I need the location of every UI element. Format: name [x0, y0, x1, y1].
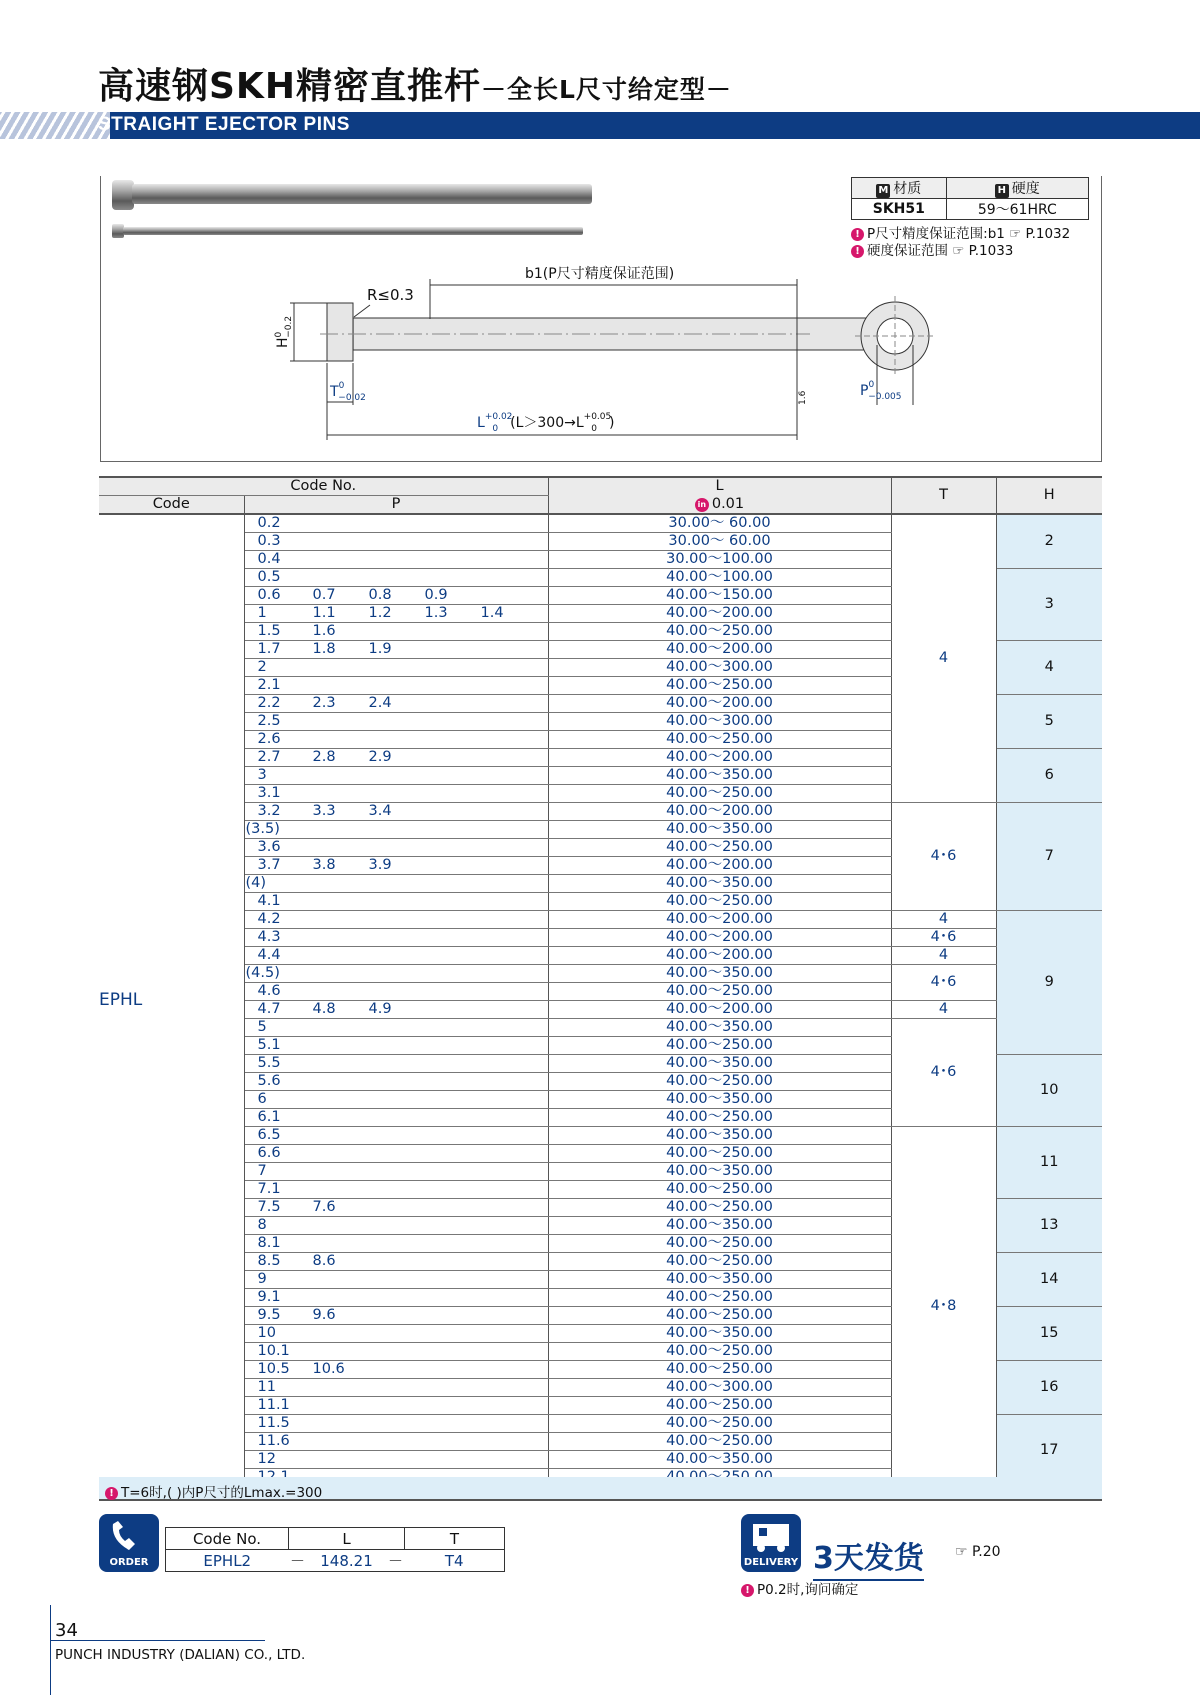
page-number: 34 [55, 1620, 78, 1641]
p-value: 11.6 [257, 1433, 290, 1449]
p-cell [244, 1433, 548, 1451]
table-row [99, 803, 1102, 821]
l-range: 40.00～200.00 [548, 911, 891, 929]
delivery-label: DELIVERY [743, 1557, 799, 1568]
h-value: 11 [996, 1127, 1102, 1199]
p-value: 2.6 [257, 731, 281, 747]
l-range: 40.00～250.00 [548, 1289, 891, 1307]
p-cell [244, 1055, 548, 1073]
p-value: 10.6 [312, 1361, 345, 1377]
l-range: 40.00～350.00 [548, 1217, 891, 1235]
pin-large-shaft [132, 184, 592, 204]
p-label: $P^0 -0.005$ [860, 380, 902, 402]
table-row [99, 965, 1102, 983]
p-cell [244, 1361, 548, 1379]
l-range: 40.00～250.00 [548, 839, 891, 857]
l-range: 40.00～250.00 [548, 1415, 891, 1433]
p-value: 1 [257, 605, 267, 621]
l-range: 40.00～350.00 [548, 1055, 891, 1073]
l-label: $L^{+0.02}$ 0 ($L>300\to L^{+0.05}$ 0 ) [477, 412, 615, 434]
p-value: 2.1 [257, 677, 281, 693]
p-value: 3.1 [257, 785, 281, 801]
p-cell [244, 983, 548, 1001]
p-value: (4) [245, 875, 267, 891]
p-cell [244, 1307, 548, 1325]
l-range: 40.00～350.00 [548, 1127, 891, 1145]
h-value: 10 [996, 1055, 1102, 1127]
warning-icon: ! [741, 1584, 754, 1597]
table-row [99, 911, 1102, 929]
p-value: 6.6 [257, 1145, 281, 1161]
l-range: 30.00～ 60.00 [548, 514, 891, 533]
p-cell [244, 965, 548, 983]
p-value: 5.1 [257, 1037, 281, 1053]
l-range: 40.00～250.00 [548, 983, 891, 1001]
p-value: 0.5 [257, 569, 281, 585]
p-value: 10 [257, 1325, 276, 1341]
l-range: 40.00～250.00 [548, 1145, 891, 1163]
p-cell [244, 749, 548, 767]
p-value: (3.5) [245, 821, 280, 837]
p-value: 4.9 [368, 1001, 392, 1017]
p-value: 5 [257, 1019, 267, 1035]
p-value: 1.8 [312, 641, 336, 657]
p-cell [244, 1109, 548, 1127]
t-header: T [891, 477, 996, 514]
p-value: 8.1 [257, 1235, 281, 1251]
l-range: 40.00～350.00 [548, 965, 891, 983]
material-table [851, 177, 1089, 220]
order-t-value: T4 [444, 1551, 464, 1570]
p-cell [244, 641, 548, 659]
h-header: H [996, 477, 1102, 514]
p-cell [244, 587, 548, 605]
p-value: 2.7 [257, 749, 281, 765]
roughness-mark: 1.6 [798, 390, 808, 405]
p-value: 11 [257, 1379, 276, 1395]
p-cell [244, 1199, 548, 1217]
l-range: 40.00～250.00 [548, 1181, 891, 1199]
p-cell [244, 1253, 548, 1271]
l-range: 40.00～250.00 [548, 677, 891, 695]
p-cell [244, 1145, 548, 1163]
l-range: 40.00～200.00 [548, 1001, 891, 1019]
p-value: 1.5 [257, 623, 281, 639]
footnote: ! T=6时,( )内P尺寸的Lmax.=300 [99, 1477, 1102, 1501]
truck-icon [749, 1520, 793, 1554]
p-cell [244, 911, 548, 929]
p-value: 0.2 [257, 515, 281, 531]
radius-label: R≤0.3 [367, 286, 414, 304]
order-t-header: T [405, 1528, 505, 1550]
p-cell [244, 533, 548, 551]
p-cell [244, 731, 548, 749]
p-value: 11.5 [257, 1415, 290, 1431]
code-cell: EPHL [99, 514, 244, 1487]
l-range: 40.00～200.00 [548, 947, 891, 965]
p-value: 10.1 [257, 1343, 290, 1359]
t-value: 4 [891, 911, 996, 929]
t-value: 4･6 [891, 965, 996, 1001]
delivery-note: ! P0.2时,询问确定 [741, 1578, 858, 1598]
p-value: 0.6 [257, 587, 281, 603]
l-range: 40.00～200.00 [548, 641, 891, 659]
l-range: 40.00～350.00 [548, 1091, 891, 1109]
note-hardness: ! 硬度保证范围 ☞ P.1033 [851, 239, 1013, 259]
p-value: 4.8 [312, 1001, 336, 1017]
p-value: 2.4 [368, 695, 392, 711]
footer-line [50, 1640, 265, 1641]
l-range: 40.00～250.00 [548, 1073, 891, 1091]
p-value: 2.8 [312, 749, 336, 765]
l-range: 40.00～350.00 [548, 875, 891, 893]
l-range: 40.00～100.00 [548, 569, 891, 587]
l-range: 40.00～250.00 [548, 893, 891, 911]
warning-icon: ! [105, 1487, 118, 1500]
p-value: 1.7 [257, 641, 281, 657]
delivery-ref: ☞ P.20 [955, 1544, 1001, 1560]
p-value: 4.4 [257, 947, 281, 963]
l-range: 40.00～150.00 [548, 587, 891, 605]
p-value: 11.1 [257, 1397, 290, 1413]
p-value: 4.2 [257, 911, 281, 927]
p-cell [244, 1379, 548, 1397]
pin-small-shaft [123, 227, 583, 235]
warning-icon: ! [851, 228, 864, 241]
p-value: 2.5 [257, 713, 281, 729]
table-row [99, 1127, 1102, 1145]
p-value: 2.3 [312, 695, 336, 711]
spec-table [99, 476, 1102, 1487]
p-cell [244, 1127, 548, 1145]
table-row [99, 1019, 1102, 1037]
p-cell [244, 1019, 548, 1037]
hardness-value: 59～61HRC [946, 199, 1088, 220]
company-name: PUNCH INDUSTRY (DALIAN) CO., LTD. [55, 1647, 306, 1663]
h-value: 14 [996, 1253, 1102, 1307]
p-cell [244, 1001, 548, 1019]
p-cell [244, 929, 548, 947]
h-value: 7 [996, 803, 1102, 911]
l-range: 40.00～350.00 [548, 1271, 891, 1289]
p-cell [244, 623, 548, 641]
p-cell [244, 1073, 548, 1091]
l-range: 40.00～350.00 [548, 821, 891, 839]
footer-rule [50, 1605, 51, 1695]
l-range: 40.00～200.00 [548, 857, 891, 875]
l-range: 40.00～250.00 [548, 785, 891, 803]
l-range: 40.00～200.00 [548, 929, 891, 947]
p-value: 10.5 [257, 1361, 290, 1377]
p-cell [244, 1091, 548, 1109]
p-cell [244, 1397, 548, 1415]
l-range: 40.00～200.00 [548, 695, 891, 713]
p-value: 0.4 [257, 551, 281, 567]
p-cell [244, 839, 548, 857]
l-range: 40.00～250.00 [548, 1361, 891, 1379]
l-range: 40.00～250.00 [548, 1199, 891, 1217]
l-range: 40.00～250.00 [548, 1307, 891, 1325]
t-value: 4･6 [891, 1019, 996, 1127]
p-cell [244, 803, 548, 821]
l-range: 40.00～250.00 [548, 1037, 891, 1055]
t-value: 4 [891, 947, 996, 965]
material-badge: M [876, 184, 890, 198]
banner-stripes [0, 112, 110, 139]
l-increment-header: in 0.01 [548, 496, 891, 515]
delivery-icon [741, 1514, 801, 1572]
p-value: 7 [257, 1163, 267, 1179]
p-cell [244, 659, 548, 677]
p-value: 0.7 [312, 587, 336, 603]
p-value: 9 [257, 1271, 267, 1287]
p-value: 2 [257, 659, 267, 675]
p-value: 4.7 [257, 1001, 281, 1017]
code-header: Code [99, 496, 244, 515]
l-range: 40.00～300.00 [548, 713, 891, 731]
l-range: 40.00～350.00 [548, 1325, 891, 1343]
l-range: 40.00～300.00 [548, 659, 891, 677]
l-range: 40.00～200.00 [548, 803, 891, 821]
p-value: 4.3 [257, 929, 281, 945]
l-range: 40.00～200.00 [548, 605, 891, 623]
l-header: L [548, 477, 891, 496]
p-value: 12 [257, 1451, 276, 1467]
h-value: 16 [996, 1361, 1102, 1415]
p-value: 3.8 [312, 857, 336, 873]
p-cell [244, 514, 548, 533]
p-value: 3.7 [257, 857, 281, 873]
p-value: 1.1 [312, 605, 336, 621]
material-value: SKH51 [852, 199, 947, 220]
p-cell [244, 677, 548, 695]
p-value: 7.5 [257, 1199, 281, 1215]
p-value: 4.6 [257, 983, 281, 999]
t-value: 4･6 [891, 929, 996, 947]
l-range: 40.00～250.00 [548, 1253, 891, 1271]
h-value: 15 [996, 1307, 1102, 1361]
p-value: 6.5 [257, 1127, 281, 1143]
h-value: 4 [996, 641, 1102, 695]
pin-head-outline [327, 303, 353, 361]
l-range: 30.00～ 60.00 [548, 533, 891, 551]
technical-drawing [250, 255, 950, 455]
p-value: 7.6 [312, 1199, 336, 1215]
p-value: 3.9 [368, 857, 392, 873]
h-value: 3 [996, 569, 1102, 641]
warning-icon: ! [851, 245, 864, 258]
h-value: 6 [996, 749, 1102, 803]
p-value: 9.5 [257, 1307, 281, 1323]
code-no-header: Code No. [99, 477, 548, 496]
table-row [99, 514, 1102, 533]
p-value: 1.3 [424, 605, 448, 621]
increment-badge: in [695, 498, 709, 512]
p-value: 1.2 [368, 605, 392, 621]
p-value: 2.9 [368, 749, 392, 765]
phone-icon [107, 1520, 151, 1554]
p-value: 4.1 [257, 893, 281, 909]
t-value: 4･6 [891, 803, 996, 911]
b1-label: b1(P尺寸精度保证范围) [525, 266, 675, 282]
order-l-header: L [289, 1528, 405, 1550]
table-row [99, 929, 1102, 947]
p-value: 5.6 [257, 1073, 281, 1089]
order-l-value: 148.21 [320, 1551, 373, 1570]
hardness-badge: H [995, 184, 1009, 198]
table-row [99, 947, 1102, 965]
p-value: 0.9 [424, 587, 448, 603]
hardness-header: H 硬度 [946, 178, 1088, 199]
p-value: 3.6 [257, 839, 281, 855]
p-cell [244, 713, 548, 731]
p-value: 6.1 [257, 1109, 281, 1125]
p-value: 3 [257, 767, 267, 783]
p-cell [244, 1217, 548, 1235]
p-value: 3.4 [368, 803, 392, 819]
p-cell [244, 1415, 548, 1433]
p-value: 1.6 [312, 623, 336, 639]
l-range: 40.00～250.00 [548, 623, 891, 641]
l-range: 40.00～250.00 [548, 1235, 891, 1253]
h-value: 17 [996, 1415, 1102, 1487]
banner-text: STRAIGHT EJECTOR PINS [98, 114, 350, 135]
order-example-table: Code No. L T EPHL2 － 148.21 － T4 [165, 1527, 505, 1572]
p-value: 9.6 [312, 1307, 336, 1323]
p-cell [244, 1325, 548, 1343]
p-cell [244, 875, 548, 893]
h-value: 5 [996, 695, 1102, 749]
l-range: 30.00～100.00 [548, 551, 891, 569]
p-cell [244, 785, 548, 803]
l-range: 40.00～200.00 [548, 749, 891, 767]
material-header: M 材质 [852, 178, 947, 199]
h-value: 13 [996, 1199, 1102, 1253]
product-photo [108, 178, 598, 244]
p-value: 8 [257, 1217, 267, 1233]
p-value: 0.8 [368, 587, 392, 603]
p-cell [244, 1163, 548, 1181]
p-value: 5.5 [257, 1055, 281, 1071]
t-value: 4 [891, 514, 996, 803]
l-range: 40.00～350.00 [548, 767, 891, 785]
page-title: 高速钢SKH精密直推杆－全长L尺寸给定型－ [98, 66, 732, 107]
p-cell [244, 1451, 548, 1469]
p-value: 8.6 [312, 1253, 336, 1269]
delivery-days: 3天发货 [813, 1533, 924, 1581]
p-value: 2.2 [257, 695, 281, 711]
p-value: 8.5 [257, 1253, 281, 1269]
p-cell [244, 1181, 548, 1199]
p-value: 7.1 [257, 1181, 281, 1197]
h-value: 9 [996, 911, 1102, 1055]
p-value: 9.1 [257, 1289, 281, 1305]
order-code-value: EPHL2 [203, 1551, 252, 1570]
p-value: 1.9 [368, 641, 392, 657]
p-cell [244, 1343, 548, 1361]
p-cell [244, 947, 548, 965]
order-label: ORDER [109, 1557, 149, 1568]
p-cell [244, 569, 548, 587]
t-value: 4･8 [891, 1127, 996, 1487]
p-cell [244, 551, 548, 569]
t-value: 4 [891, 1001, 996, 1019]
p-header: P [244, 496, 548, 515]
h-value: 2 [996, 514, 1102, 569]
pin-large-head [112, 180, 134, 210]
p-cell [244, 695, 548, 713]
p-cell [244, 893, 548, 911]
p-cell [244, 1037, 548, 1055]
p-value: 1.4 [480, 605, 504, 621]
p-value: 3.3 [312, 803, 336, 819]
p-cell [244, 1289, 548, 1307]
l-range: 40.00～250.00 [548, 1343, 891, 1361]
p-value: (4.5) [245, 965, 280, 981]
p-cell [244, 767, 548, 785]
l-range: 40.00～250.00 [548, 1433, 891, 1451]
p-value: 0.3 [257, 533, 281, 549]
l-range: 40.00～350.00 [548, 1163, 891, 1181]
p-cell [244, 821, 548, 839]
table-row [99, 1001, 1102, 1019]
order-code-header: Code No. [166, 1528, 289, 1550]
l-range: 40.00～350.00 [548, 1019, 891, 1037]
l-range: 40.00～250.00 [548, 1397, 891, 1415]
p-value: 3.2 [257, 803, 281, 819]
l-range: 40.00～350.00 [548, 1451, 891, 1469]
l-range: 40.00～300.00 [548, 1379, 891, 1397]
order-icon [99, 1514, 159, 1572]
p-cell [244, 605, 548, 623]
page-subtitle: －全长L尺寸给定型－ [480, 75, 732, 104]
p-value: 6 [257, 1091, 267, 1107]
p-cell [244, 1235, 548, 1253]
h-label: $H^0-0.2$ [274, 315, 294, 348]
p-cell [244, 1271, 548, 1289]
p-cell [244, 857, 548, 875]
l-range: 40.00～250.00 [548, 1109, 891, 1127]
pin-small-head [112, 224, 124, 238]
l-range: 40.00～250.00 [548, 731, 891, 749]
t-label: $T^0 -0.02$ [330, 381, 366, 403]
note-precision: ! P尺寸精度保证范围:b1 ☞ P.1032 [851, 222, 1070, 242]
